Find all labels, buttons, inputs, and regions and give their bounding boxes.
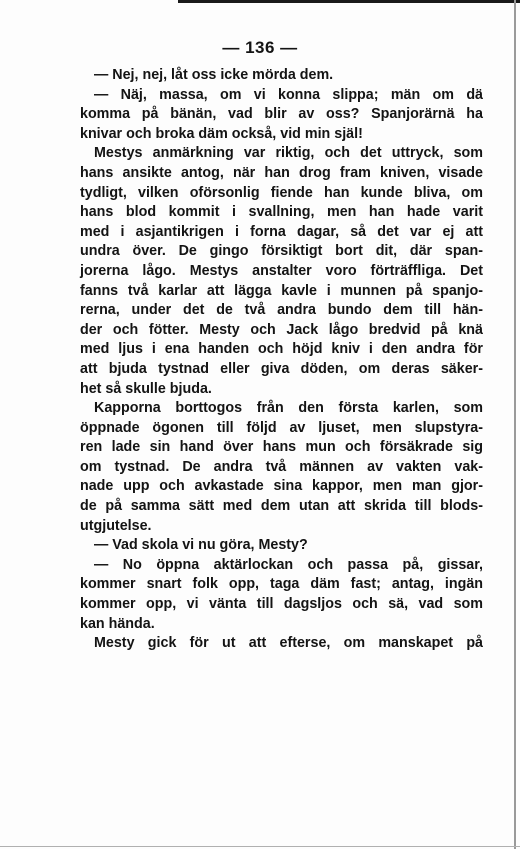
paragraph	[80, 399, 483, 536]
text-line: öppnade ögonen till följd av ljuset, men slupstyra-	[80, 419, 483, 436]
body-text	[80, 66, 483, 654]
text-line: jorerna lågo. Mestys anstalter voro förträffliga. Det	[80, 262, 483, 279]
paragraph	[80, 86, 483, 145]
text-line: hans ansikte antog, när han drog fram kniven, visade	[80, 164, 483, 181]
text-line: utgjutelse.	[80, 517, 152, 534]
text-line: — No öppna aktärlockan och passa på, gissar,	[94, 556, 483, 573]
text-line: komma på bänän, vad blir av oss? Spanjorärnä ha	[80, 106, 483, 123]
text-line: att bjuda tystnad eller giva döden, om deras säker-	[80, 360, 483, 377]
text-line: hans blod kommit i svallning, men han hade varit	[80, 204, 483, 221]
page-bottom-edge	[0, 846, 520, 847]
text-line: Mestys anmärkning var riktig, och det uttryck, som	[94, 145, 483, 162]
text-line: Mesty gick för ut att efterse, om manskapet på	[94, 635, 483, 652]
text-line: tydligt, vilken oförsonlig fiende han kunde bliva, om	[80, 184, 483, 201]
text-line: Kapporna borttogos från den första karlen, som	[94, 400, 483, 417]
text-line: het så skulle bjuda.	[80, 380, 212, 397]
text-line: kommer opp, vi vänta till dagsljos och sä, vad som	[80, 596, 483, 613]
paragraph	[80, 634, 483, 654]
text-line: fanns två karlar att lägga kavle i munnen på spanjo-	[80, 282, 483, 299]
text-line: de på samma sätt med dem utan att skrida till blods-	[80, 498, 483, 515]
text-line: — Nej, nej, låt oss icke mörda dem.	[94, 67, 334, 83]
text-line: undra över. De gingo försiktigt bort dit, där span-	[80, 243, 483, 260]
text-line: med ljus i ena handen och höjd kniv i den andra för	[80, 341, 483, 358]
text-line: — Vad skola vi nu göra, Mesty?	[94, 537, 308, 554]
page-top-edge	[178, 0, 520, 3]
text-line: ren lade sin hand över hans mun och försäkrade sig	[80, 439, 483, 456]
text-line: knivar och broka däm också, vid min själ!	[80, 125, 363, 142]
text-line: rerna, under det de två andra bundo dem till hän-	[80, 302, 483, 319]
text-line: med i asjantikrigen i forna dagar, så det var ej att	[80, 223, 483, 240]
text-line: nade upp och avkastade sina kappor, men man gjor-	[80, 478, 483, 495]
paragraph	[80, 66, 483, 86]
page-number: — 136 —	[222, 38, 298, 57]
text-line: kommer snart folk opp, taga däm fast; antag, ingän	[80, 576, 483, 593]
page-right-edge	[514, 0, 516, 849]
text-line: — Näj, massa, om vi konna slippa; män om dä	[94, 86, 483, 103]
text-line: der och fötter. Mesty och Jack lågo bredvid på knä	[80, 321, 483, 338]
text-line: om tystnad. De andra två männen av vakten vak-	[80, 458, 483, 475]
paragraph	[80, 556, 483, 634]
paragraph	[80, 144, 483, 399]
text-line: kan hända.	[80, 615, 155, 632]
paragraph	[80, 536, 483, 556]
